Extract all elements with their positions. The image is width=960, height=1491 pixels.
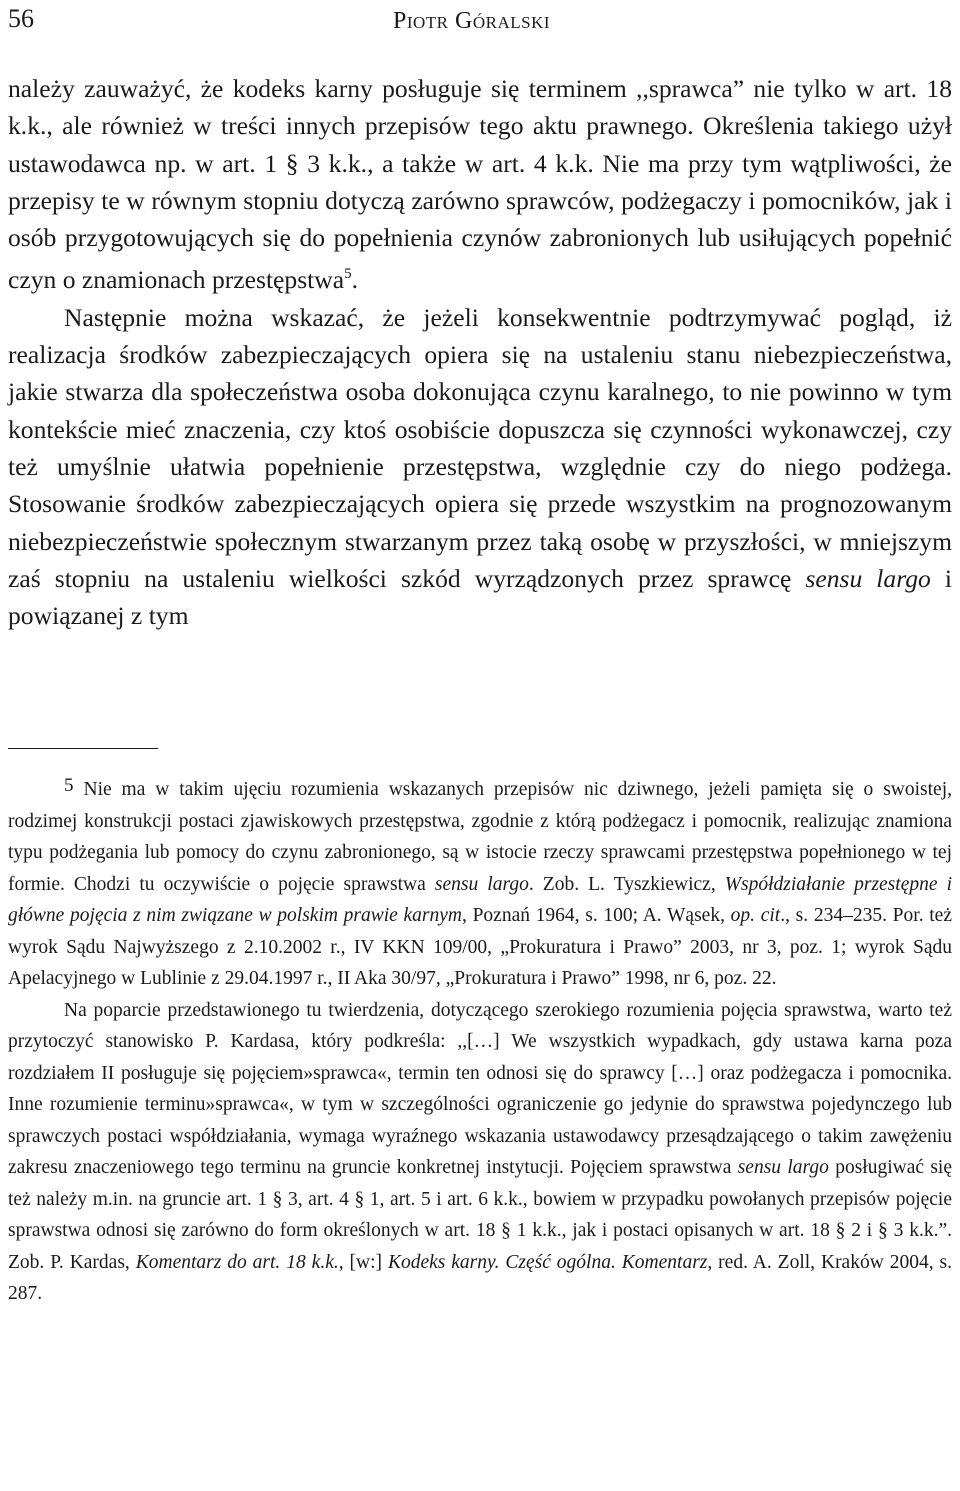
footnote-text-span: , [w:]: [338, 1251, 388, 1273]
body-text-span: i powiązanej z tym: [8, 563, 952, 631]
body-text-span: należy zauważyć, że kodeks karny posługuje się terminem ,,sprawca” nie tylko w art. 18 k.k., ale również w treści innych przepisów tego aktu prawnego. Określenia takiego użył ustawodawca np. w art. 1 § 3 k.k., a także w art. 4 k.k. Nie ma przy tym wątpliwości, że przepisy te w równym stopniu dotyczą zarówno sprawców, podżegaczy i pomocników, jak i osób przygotowujących się do popełnienia czynów zabronionych lub usiłujących popełnić czyn o znamionach przestępstwa: [8, 74, 952, 295]
italic-term: sensu largo: [434, 873, 529, 895]
footnote-text-span: . Zob. L. Tyszkiewicz,: [528, 873, 725, 895]
italic-term: sensu largo: [805, 563, 931, 593]
footnote-separator: [8, 748, 158, 749]
footnote-text-span: , red. A. Zoll, Kraków 2004, s. 287.: [8, 1251, 952, 1304]
italic-citation-title: Kodeks karny. Część ogólna. Komentarz: [387, 1251, 708, 1273]
footnote-text-span: posługiwać się też należy m.in. na gruncie art. 1 § 3, art. 4 § 1, art. 5 i art. 6 k.k., bowiem w przypadku powołanych przepisów pojęcie sprawstwa odnosi się zarówno do form określonych w art. 18 § 1 k.k., jak i postaci opisanych w art. 18 § 2 i § 3 k.k.”. Zob. P. Kardas,: [8, 1157, 952, 1273]
footnote-reference-5[interactable]: 5: [344, 266, 352, 283]
page-header: [8, 4, 952, 40]
italic-term: sensu largo: [737, 1157, 829, 1178]
footnote-text-span: Nie ma w takim ujęciu rozumienia wskazanych przepisów nic dziwnego, jeżeli pamięta się o swoistej, rodzimej konstrukcji postaci zjawiskowych przestępstwa, zgodnie z którą podżegacz i pomocnik, realizując znamiona typu podżegania lub pomocy do czynu zabronionego, są w istocie rzeczy sprawcami przestępstwa popełnionego w tej formie. Chodzi tu oczywiście o pojęcie sprawstwa: [8, 779, 952, 895]
page-number: 56: [8, 4, 34, 33]
body-paragraph-1: [8, 70, 952, 299]
main-text: [8, 70, 952, 634]
footnotes: [8, 770, 952, 1310]
body-text-span: .: [351, 265, 359, 295]
footnote-text-span: , Poznań 1964, s. 100; A. Wąsek,: [462, 905, 731, 926]
italic-citation-title: Komentarz do art. 18 k.k.: [135, 1251, 339, 1273]
footnote-text-span: Na poparcie przedstawionego tu twierdzenia, dotyczącego szerokiego rozumienia pojęcia sprawstwa, warto też przytoczyć stanowisko P. Kardasa, który podkreśla: ,,[…] We wszystkich wypadkach, gdy ustawa karna poza rozdziałem II posługuje się pojęciem»sprawca«, termin ten odnosi się do sprawcy […] oraz podżegacza i pomocnika. Inne rozumienie terminu»sprawca«, w tym w szczególności ograniczenie go jedynie do sprawstwa pojedynczego lub sprawczych postaci współdziałania, wymaga wyraźnego wskazania ustawodawcy przesądzającego o takim zawężeniu zakresu znaczeniowego tego terminu na gruncie konkretnej instytucji. Pojęciem sprawstwa: [8, 999, 952, 1178]
italic-abbreviation: op. cit: [730, 905, 781, 926]
footnote-5-continuation: [8, 995, 952, 1310]
body-text-span: Następnie można wskazać, że jeżeli konsekwentnie podtrzymywać pogląd, iż realizacja środków zabezpieczających opiera się na ustaleniu stanu niebezpieczeństwa, jakie stwarza dla społeczeństwa osoba dokonująca czynu karalnego, to nie powinno w tym kontekście mieć znaczenia, czy ktoś osobiście dopuszcza się czynności wykonawczej, czy też umyślnie ułatwia popełnienie przestępstwa, względnie czy do niego podżega. Stosowanie środków zabezpieczających opiera się przede wszystkim na prognozowanym niebezpieczeństwie społecznym stwarzanym przez taką osobę w przyszłości, w mniejszym zaś stopniu na ustaleniu wielkości szkód wyrządzonych przez sprawcę: [8, 302, 952, 593]
running-head-author: Piotr Góralski: [393, 8, 551, 34]
footnote-5: [8, 770, 952, 995]
body-paragraph-2: [8, 299, 952, 635]
footnote-text-span: ., s. 234–235. Por. też wyrok Sądu Najwyższego z 2.10.2002 r., IV KKN 109/00, „Prokuratura i Prawo” 2003, nr 3, poz. 1; wyrok Sądu Apelacyjnego w Lublinie z 29.04.1997 r., II Aka 30/97, „Prokuratura i Prawo” 1998, nr 6, poz. 22.: [8, 905, 952, 989]
footnote-number: 5: [64, 775, 74, 796]
italic-citation-title: Współdziałanie przestępne i główne pojęcia z nim związane w polskim prawie karnym: [8, 873, 952, 926]
